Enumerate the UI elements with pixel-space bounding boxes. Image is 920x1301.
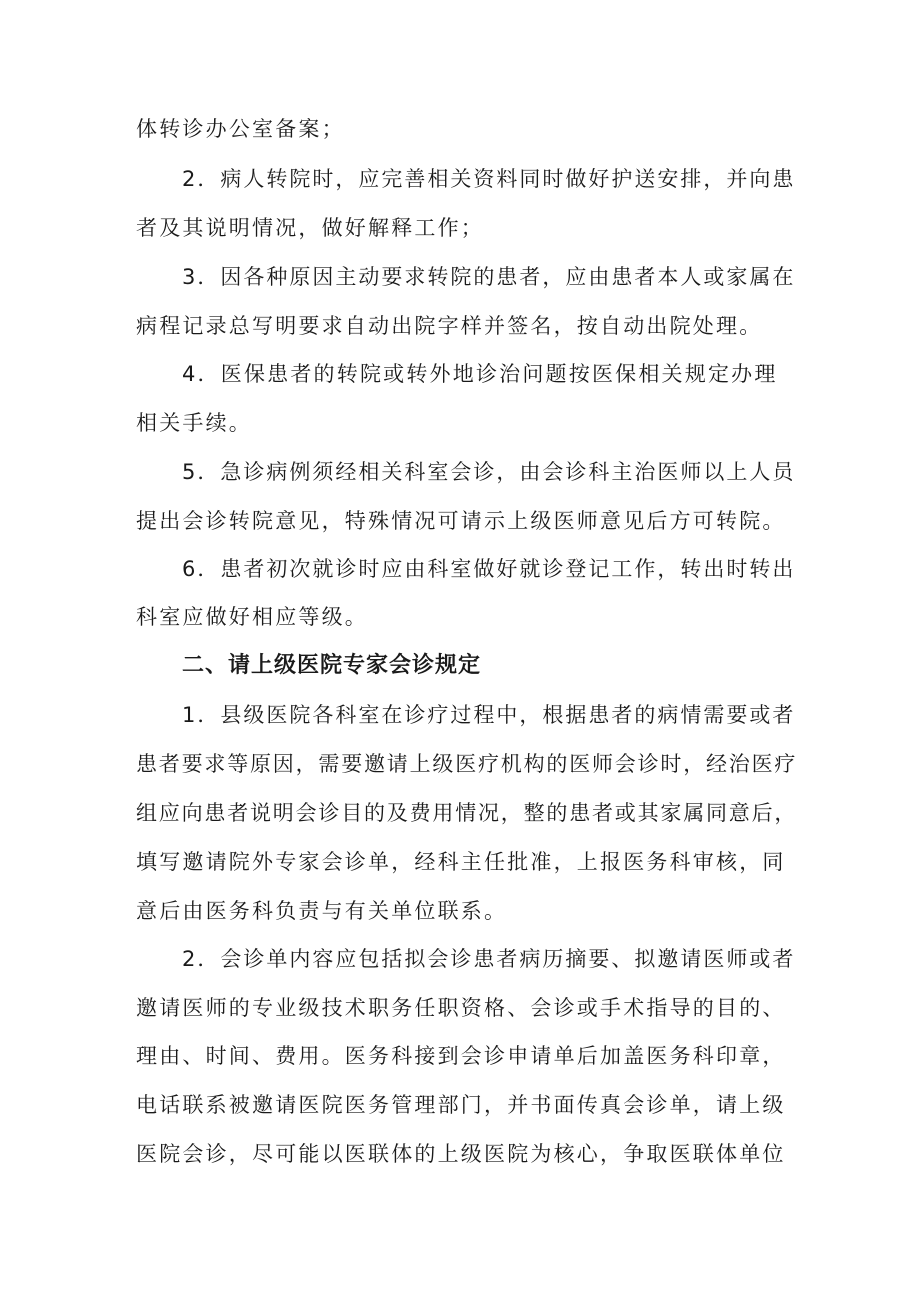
text-line: 组应向患者说明会诊目的及费用情况，整的患者或其家属同意后， [136,801,798,825]
text-line: 5．急诊病例须经相关科室会诊，由会诊科主治医师以上人员 [182,460,796,484]
section-heading: 二、请上级医院专家会诊规定 [182,653,482,678]
text-line: 邀请医师的专业级技术职务任职资格、会诊或手术指导的目的、 [136,996,786,1020]
text-line: 填写邀请院外专家会诊单，经科主任批准，上报医务科审核，同 [136,850,786,874]
text-line: 6．患者初次就诊时应由科室做好就诊登记工作，转出时转出 [182,557,796,581]
text-line: 患者要求等原因，需要邀请上级医疗机构的医师会诊时，经治医疗 [136,752,798,776]
text-line: 医院会诊，尽可能以医联体的上级医院为核心，争取医联体单位 [136,1142,786,1166]
text-line: 2．会诊单内容应包括拟会诊患者病历摘要、拟邀请医师或者 [182,947,796,971]
text-line: 2．病人转院时，应完善相关资料同时做好护送安排，并向患 [182,167,796,191]
text-line: 意后由医务科负责与有关单位联系。 [136,899,508,923]
text-line: 者及其说明情况，做好解释工作； [136,216,484,240]
text-line: 3．因各种原因主动要求转院的患者，应由患者本人或家属在 [182,265,796,289]
text-line: 病程记录总写明要求自动出院字样并签名，按自动出院处理。 [136,314,763,338]
text-line: 相关手续。 [136,411,252,435]
text-line: 1．县级医院各科室在诊疗过程中，根据患者的病情需要或者 [182,703,796,727]
text-line: 理由、时间、费用。医务科接到会诊申请单后加盖医务科印章， [136,1044,786,1068]
text-line: 科室应做好相应等级。 [136,605,368,629]
text-line: 电话联系被邀请医院医务管理部门，并书面传真会诊单，请上级 [136,1093,786,1117]
text-line: 提出会诊转院意见，特殊情况可请示上级医师意见后方可转院。 [136,509,786,533]
text-line: 4．医保患者的转院或转外地诊治问题按医保相关规定办理 [182,362,778,386]
text-line: 体转诊办公室备案； [136,117,345,141]
